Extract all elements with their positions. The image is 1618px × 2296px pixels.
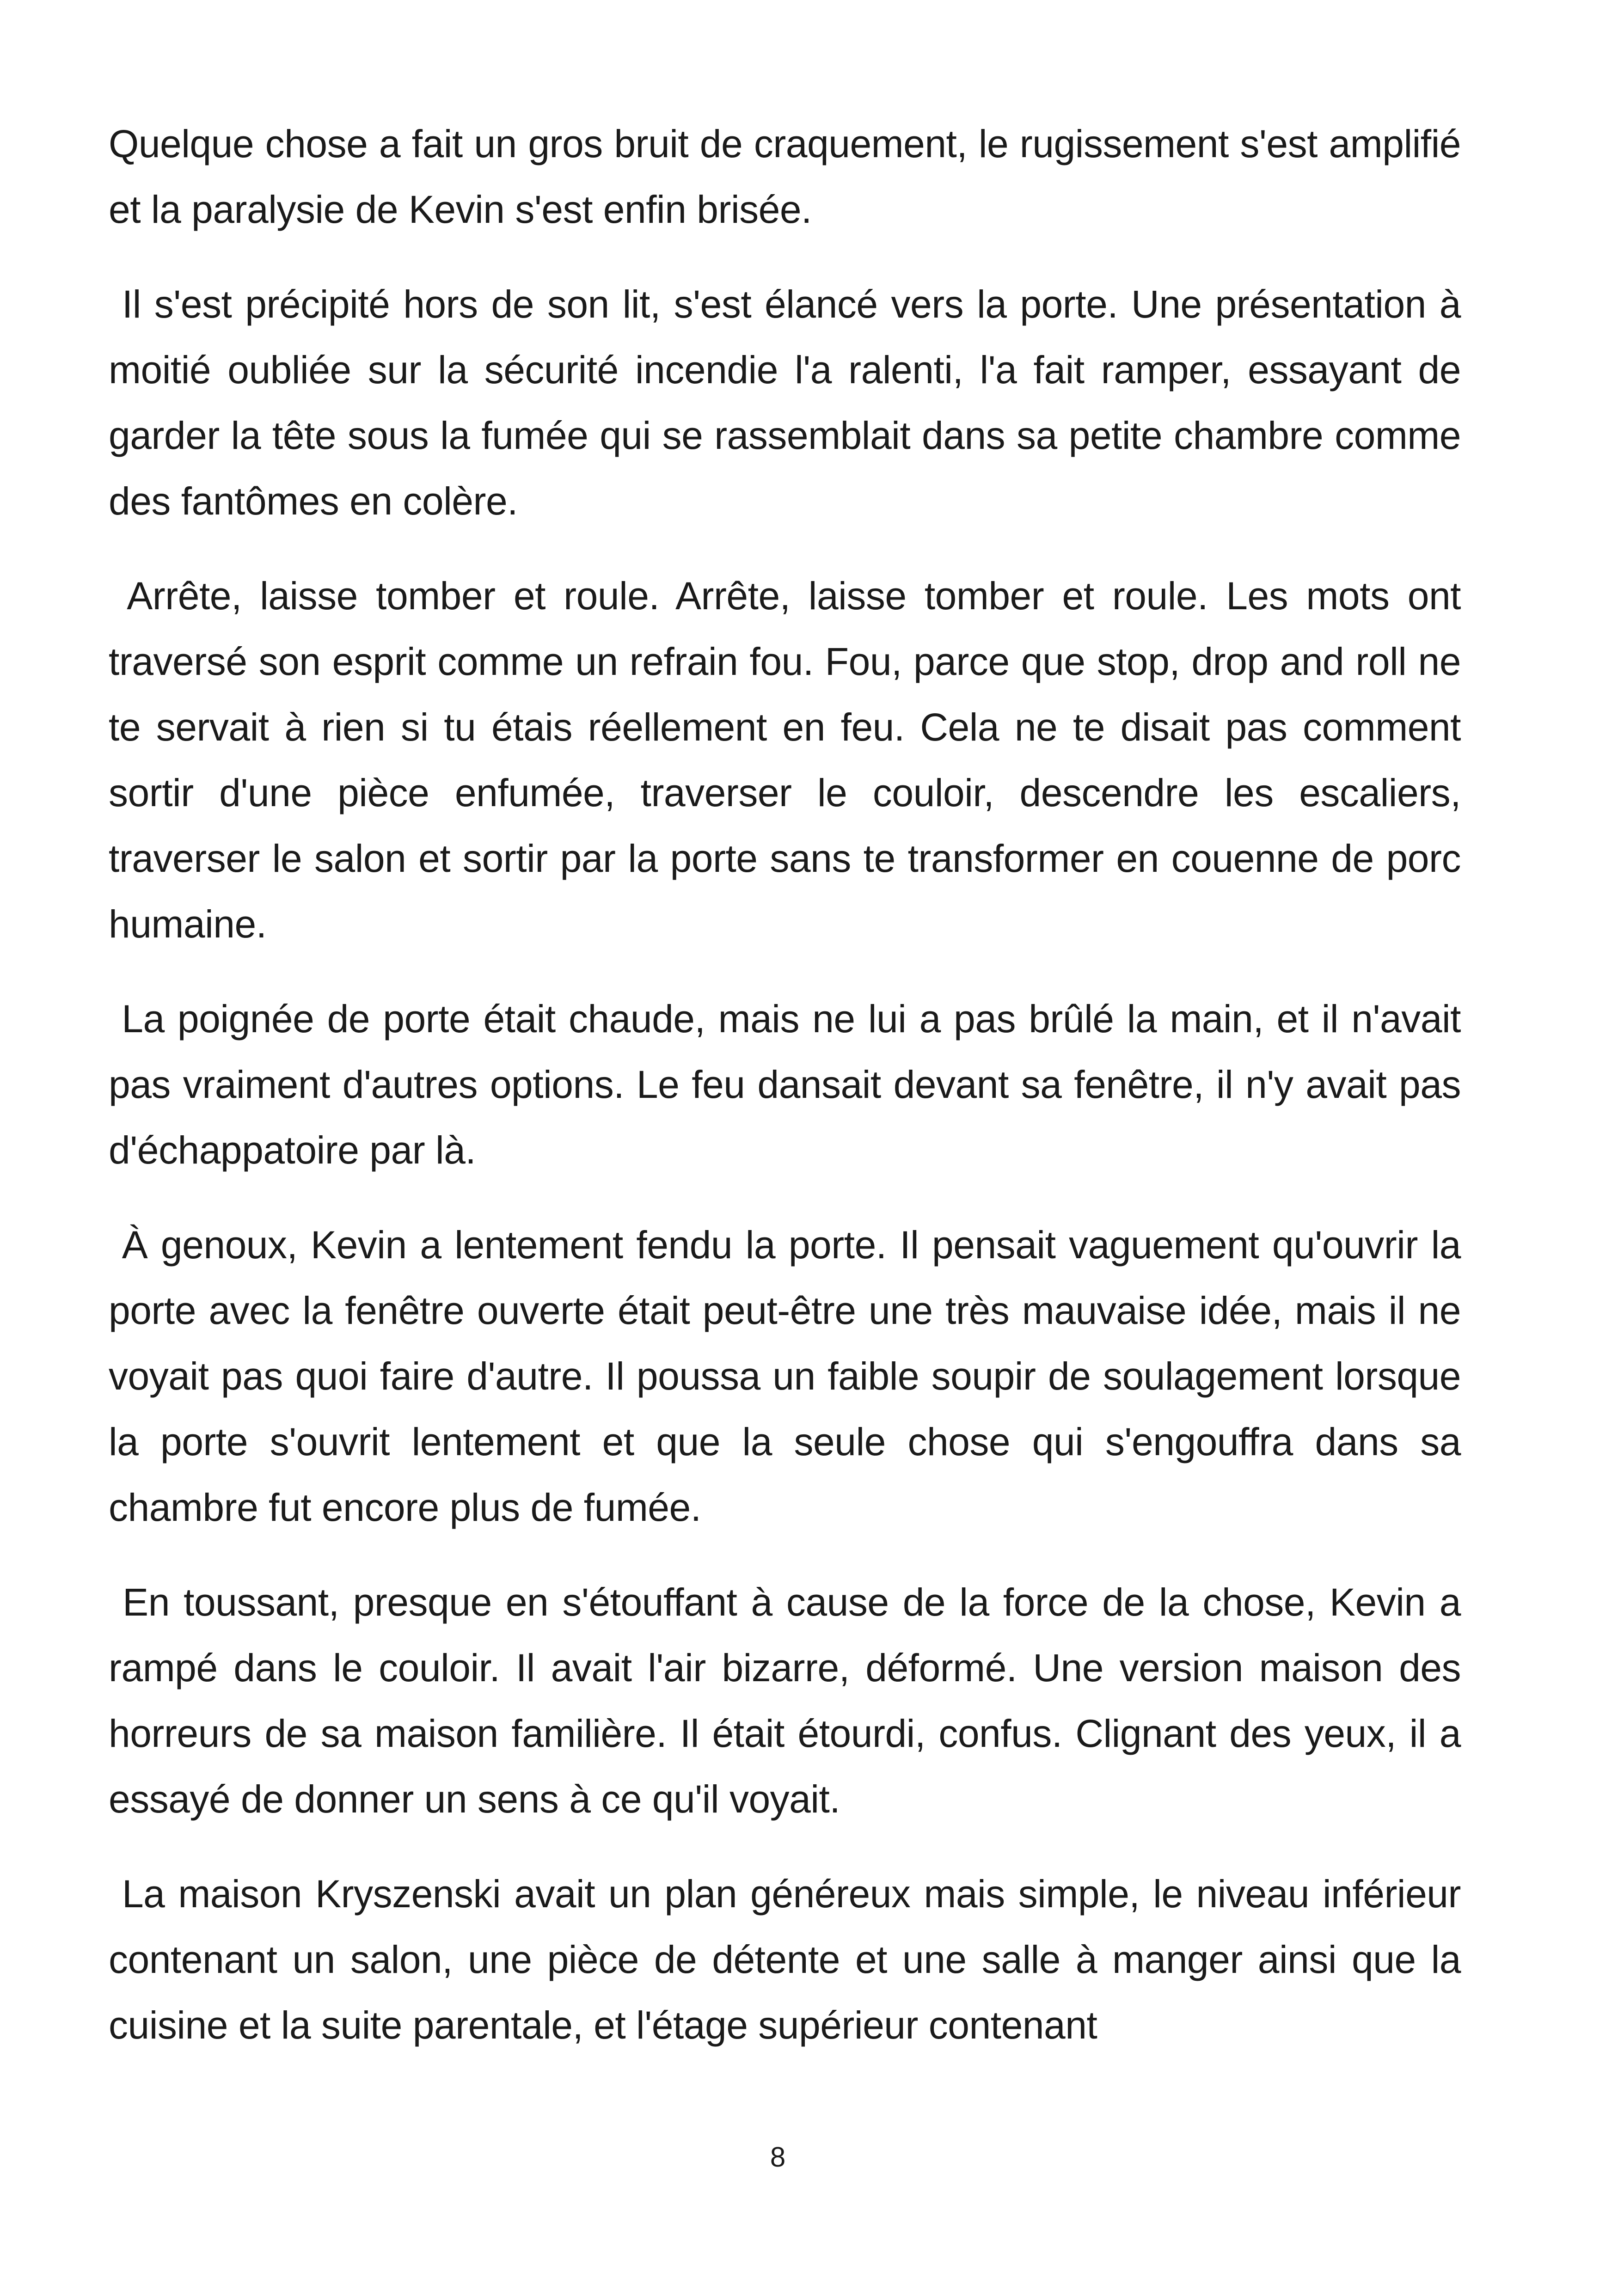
paragraph-2: Il s'est précipité hors de son lit, s'est élancé vers la porte. Une présentation à moitié oubliée sur la sécurité incendie l'a ralenti, l'a fait ramper, essayant de garder la tête sous la fumée qui se rassemblait dans sa petite chambre comme des fantômes en colère. xyxy=(109,282,1471,523)
paragraph-4: La poignée de porte était chaude, mais ne lui a pas brûlé la main, et il n'avait pas vraiment d'autres options. Le feu dansait devant sa fenêtre, il n'y avait pas d'échappatoire par là. xyxy=(109,997,1471,1172)
paragraph-1: Quelque chose a fait un gros bruit de craquement, le rugissement s'est amplifié et la paralysie de Kevin s'est enfin brisée. xyxy=(109,122,1471,231)
paragraph-5: À genoux, Kevin a lentement fendu la porte. Il pensait vaguement qu'ouvrir la porte avec la fenêtre ouverte était peut-être une très mauvaise idée, mais il ne voyait pas quoi faire d'autre. Il poussa un faible soupir de soulagement lorsque la porte s'ouvrit lentement et que la seule chose qui s'engouffra dans sa chambre fut encore plus de fumée. xyxy=(109,1223,1471,1529)
paragraph-7: La maison Kryszenski avait un plan généreux mais simple, le niveau inférieur contenant un salon, une pièce de détente et une salle à manger ainsi que la cuisine et la suite parentale, et l'étage supérieur contenant xyxy=(109,1872,1471,2047)
document-body xyxy=(109,111,1471,2087)
paragraph-6: En toussant, presque en s'étouffant à cause de la force de la chose, Kevin a rampé dans le couloir. Il avait l'air bizarre, déformé. Une version maison des horreurs de sa maison familière. Il était étourdi, confus. Clignant des yeux, il a essayé de donner un sens à ce qu'il voyait. xyxy=(109,1580,1471,1821)
page-number: 8 xyxy=(770,2142,786,2173)
paragraph-3: Arrête, laisse tomber et roule. Arrête, laisse tomber et roule. Les mots ont traversé son esprit comme un refrain fou. Fou, parce que stop, drop and roll ne te servait à rien si tu étais réellement en feu. Cela ne te disait pas comment sortir d'une pièce enfumée, traverser le couloir, descendre les escaliers, traverser le salon et sortir par la porte sans te transformer en couenne de porc humaine. xyxy=(109,574,1471,946)
